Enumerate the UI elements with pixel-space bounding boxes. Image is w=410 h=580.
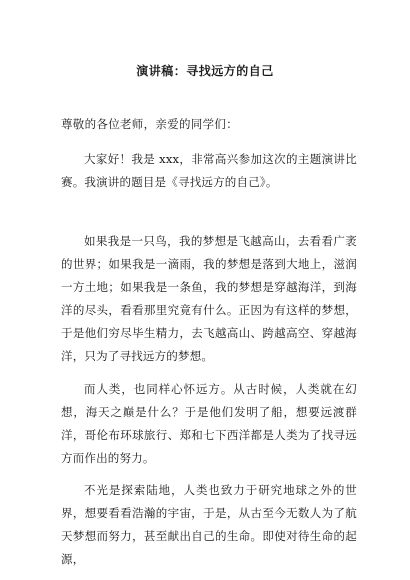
salutation: 尊敬的各位老师，亲爱的同学们：: [61, 117, 238, 131]
document-title: 演讲稿：寻找远方的自己: [136, 64, 274, 78]
paragraph-dreams: 如果我是一只鸟，我的梦想是飞越高山，去看看广袤的世界；如果我是一滴雨，我的梦想是落到大地上，滋润一方土地；如果我是一条鱼，我的梦想是穿越海洋，到海洋的尽头，看看那里究竟有什么。正因为有这样的梦想，于是他们穷尽毕生精力，去飞越高山、跨越高空、穿越海洋，只为了寻找远方的梦想。: [61, 234, 357, 363]
paragraph-space: 不光是探索陆地，人类也致力于研究地球之外的世界，想要看看浩瀚的宇宙，于是，从古至今无数人为了航天梦想而努力，甚至献出自己的生命。即使对待生命的起源，: [61, 483, 357, 566]
paragraph-humanity: 而人类，也同样心怀远方。从古时候，人类就在幻想，海天之巅是什么？于是他们发明了船，想要远渡群洋，哥伦布环球旅行、郑和七下西洋都是人类为了找寻远方而作出的努力。: [61, 382, 357, 465]
paragraph-intro: 大家好！我是 xxx，非常高兴参加这次的主题演讲比赛。我演讲的题目是《寻找远方的自己》。: [61, 152, 357, 189]
